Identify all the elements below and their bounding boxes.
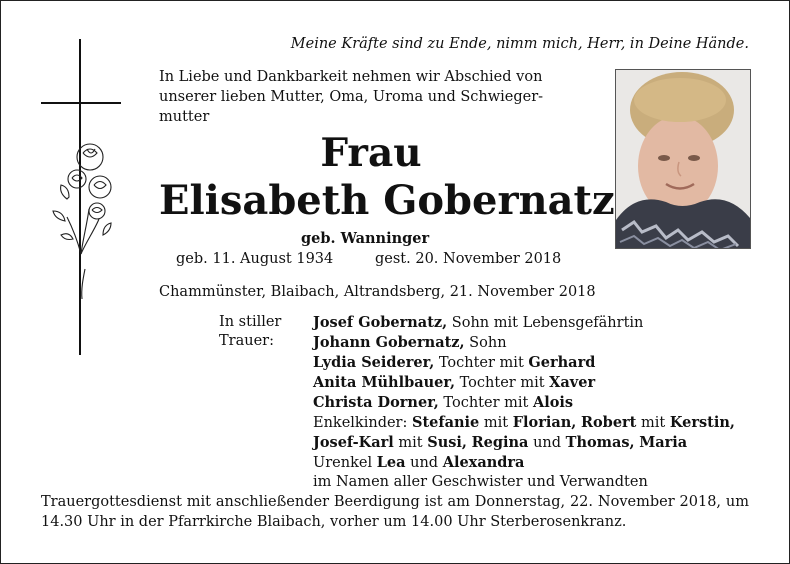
mourning-label-line: Trauer:: [219, 333, 274, 349]
epigraph: Meine Kräfte sind zu Ende, nimm mich, Herr, in Deine Hände.: [290, 36, 749, 52]
great-grandchildren-line: Urenkel Lea und Alexandra: [313, 454, 525, 471]
funeral-service-info: Trauergottesdienst mit anschließender Beerdigung ist am Donnerstag, 22. November 2018, um 14.30 Uhr in der Pfarrkirche Blaibach, vorher um 14.00 Uhr Sterberosenkranz.: [41, 494, 749, 530]
intro-line: In Liebe und Dankbarkeit nehmen wir Abschied von: [159, 69, 543, 85]
mourner-line: Josef Gobernatz, Sohn mit Lebensgefährtin: [313, 314, 644, 331]
mourners-list: [313, 313, 735, 492]
place-and-date: Chammünster, Blaibach, Altrandsberg, 21. November 2018: [159, 284, 596, 300]
maiden-name: geb. Wanninger: [301, 230, 430, 247]
relatives-line: im Namen aller Geschwister und Verwandten: [313, 474, 648, 490]
portrait-photo: [615, 69, 751, 249]
grandchildren-line: Josef-Karl mit Susi, Regina und Thomas, Maria: [313, 434, 688, 451]
honorific: Frau: [320, 130, 422, 176]
mourner-line: Lydia Seiderer, Tochter mit Gerhard: [313, 354, 596, 371]
deceased-name: Elisabeth Gobernatz: [159, 177, 615, 224]
mourner-line: Anita Mühlbauer, Tochter mit Xaver: [313, 374, 596, 391]
grandchildren-line: Enkelkinder: Stefanie mit Florian, Robert mit Kerstin,: [313, 414, 735, 431]
portrait-image: [616, 70, 750, 248]
mourner-line: Johann Gobernatz, Sohn: [313, 334, 507, 351]
birth-date: geb. 11. August 1934: [176, 251, 334, 267]
cross-with-roses-icon: [37, 39, 127, 355]
death-date: gest. 20. November 2018: [375, 251, 562, 267]
intro-line: mutter: [159, 109, 210, 125]
mourner-line: Christa Dorner, Tochter mit Alois: [313, 394, 574, 411]
mourning-label: [219, 313, 307, 351]
intro-text: [159, 67, 543, 127]
mourning-label-line: In stiller: [219, 314, 282, 330]
intro-line: unserer lieben Mutter, Oma, Uroma und Schwieger-: [159, 89, 544, 105]
